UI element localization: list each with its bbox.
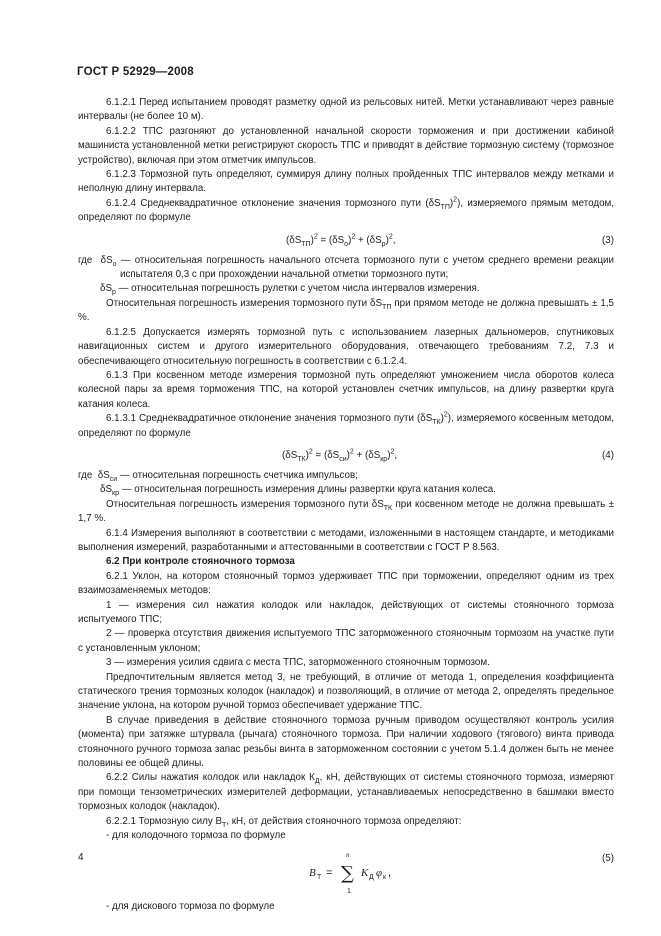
formula-4-number: (4) bbox=[602, 449, 614, 461]
where-clause-ssi: где $\delta S_{си}$ — относительная погрешность счетчика импульсов; bbox=[78, 469, 358, 483]
where-clause-skr: $\delta S_{кр}$ — относительная погрешность измерения длины развертки круга катания колеса. bbox=[100, 484, 496, 498]
paragraph-manual-drive: В случае приведения в действие стояночного тормоза ручным приводом осуществляют контроль усилия (момента) при затяжке штурвала (рычага) стояночного тормоза. При наличии ходового (тягового) винта привода стояночного ручного тормоза запас резьбы винта в заторможенном состоянии с учетом 5.1.4 должен быть не менее половины ее общей длины. bbox=[78, 714, 614, 770]
formula-5-expression bbox=[303, 848, 543, 898]
document-body bbox=[78, 96, 614, 914]
page-header: ГОСТ Р 52929—2008 bbox=[77, 66, 194, 78]
paragraph-tolerance-indirect: Относительная погрешность измерения тормозного пути $\delta S_{ТК}$ при косвенном методе не должна превышать ± 1,7 %. bbox=[78, 498, 614, 525]
svg-text:к: к bbox=[383, 873, 387, 881]
paragraph-preferred-method: Предпочтительным является метод 3, не требующий, в отличие от метода 1, определения коэффициента статического трения тормозных колодок (накладок) и позволяющий, в отличие от метода 2, определять предельное значение уклона, на котором ручной тормоз обеспечивает удержание ТПС. bbox=[78, 671, 614, 712]
paragraph-tolerance-direct: Относительная погрешность измерения тормозного пути $\delta S_{ТП}$ при прямом методе не должна превышать ± 1,5 %. bbox=[78, 297, 614, 324]
svg-text:=: = bbox=[326, 866, 333, 879]
svg-text:∑: ∑ bbox=[341, 862, 354, 884]
svg-text:1: 1 bbox=[347, 887, 351, 895]
paragraph-6-2-2-1: 6.2.2.1 Тормозную силу $В_Т$, кН, от действия стояночного тормоза определяют: bbox=[106, 815, 462, 829]
svg-text:K: K bbox=[361, 866, 369, 879]
formula-3-expression: $(\delta S_{ТП})^2 = (\delta S_о)^2 + (\delta S_р)^2$, bbox=[286, 233, 396, 248]
page-number: 4 bbox=[78, 852, 84, 863]
formula-4-expression: $(\delta S_{ТК})^2 = (\delta S_{си})^2 + (\delta S_{кр})^2$, bbox=[282, 448, 398, 463]
paragraph-6-1-2-2: 6.1.2.2 ТПС разгоняют до установленной начальной скорости торможения и при достижении кабиной машиниста установленной метки регистрируют скорость ТПС и приводят в действие тормозную систему (тормозное устройство), включая при этом отметчик импульсов. bbox=[78, 125, 614, 166]
method-1: 1 — измерения сил нажатия колодок или накладок, действующих от системы стояночного тормоза испытуемого ТПС; bbox=[78, 599, 614, 625]
list-item-disc-brake: - для дискового тормоза по формуле bbox=[106, 900, 275, 912]
paragraph-6-1-2-5: 6.1.2.5 Допускается измерять тормозной путь с использованием лазерных дальномеров, спутниковых навигационных систем и другого измерительного оборудования, отвечающего требованиям 7.2, 7.3 и обеспечивающего относительную погрешность в соответствии с 6.1.2.4. bbox=[78, 326, 614, 367]
svg-text:φ: φ bbox=[376, 866, 383, 879]
method-3: 3 — измерения усилия сдвига с места ТПС, заторможенного стояночным тормозом. bbox=[106, 657, 490, 669]
formula-4 bbox=[78, 446, 614, 465]
list-item-shoe-brake: - для колодочного тормоза по формуле bbox=[106, 830, 286, 842]
svg-text:Д: Д bbox=[369, 873, 374, 881]
section-heading-6-2: 6.2 При контроле стояночного тормоза bbox=[106, 556, 295, 568]
svg-text:,: , bbox=[388, 866, 392, 879]
svg-text:Т: Т bbox=[317, 873, 322, 881]
paragraph-6-1-2-4: 6.1.2.4 Среднеквадратичное отклонение значения тормозного пути $(\delta S_{ТП})^2$), измеряемого прямым методом, определяют по формуле bbox=[78, 196, 614, 224]
paragraph-6-1-2-3: 6.1.2.3 Тормозной путь определяют, суммируя длину полных пройденных ТПС интервалов между метками и неполную длину интервала. bbox=[78, 169, 614, 195]
formula-5-number: (5) bbox=[602, 852, 614, 864]
paragraph-6-1-3-1: 6.1.3.1 Среднеквадратичное отклонение значения тормозного пути $(\delta S_{ТК})^2$), измеряемого косвенным методом, определяют по формуле bbox=[78, 411, 614, 439]
where-clause-so: где $\delta S_о$ — относительная погрешность начального отсчета тормозного пути с учетом среднего времени реакции испытателя 0,3 с при прохождении начальной отметки тормозного пути; bbox=[78, 254, 615, 281]
paragraph-6-1-4: 6.1.4 Измерения выполняют в соответствии с методами, изложенными в настоящем стандарте, и методиками выполнения измерений, разработанными и аттестованными в соответствии с ГОСТ Р 8.563. bbox=[78, 527, 614, 553]
paragraph-6-1-2-1: 6.1.2.1 Перед испытанием проводят разметку одной из рельсовых нитей. Метки устанавливают через равные интервалы (не более 10 м). bbox=[78, 97, 614, 123]
svg-text:B: B bbox=[309, 866, 316, 879]
where-clause-sp: $\delta S_р$ — относительная погрешность рулетки с учетом числа интервалов измерения. bbox=[100, 283, 480, 297]
paragraph-6-2-1: 6.2.1 Уклон, на котором стояночный тормоз удерживает ТПС при торможении, определяют одним из трех взаимозаменяемых методов: bbox=[78, 570, 614, 597]
paragraph-6-1-3: 6.1.3 При косвенном методе измерения тормозной путь определяют умножением числа оборотов колеса колесной пары за время торможения ТПС, на которой установлен счетчик импульсов, на длину развертки круга катания колеса. bbox=[78, 369, 614, 410]
method-2: 2 — проверка отсутствия движения испытуемого ТПС заторможенного стояночным тормозом на участке пути с установленным уклоном; bbox=[78, 628, 614, 654]
formula-5 bbox=[78, 848, 614, 898]
svg-text:n: n bbox=[346, 850, 350, 859]
paragraph-6-2-2: 6.2.2 Силы нажатия колодок или накладок $К_Д$, кН, действующих от системы стояночного тормоза, измеряют при помощи тензометрических измерителей деформации, устанавливаемых непосредственно в башмаки вместо тормозных колодок (накладок). bbox=[78, 772, 614, 813]
formula-3 bbox=[78, 231, 614, 250]
formula-3-number: (3) bbox=[602, 234, 614, 246]
